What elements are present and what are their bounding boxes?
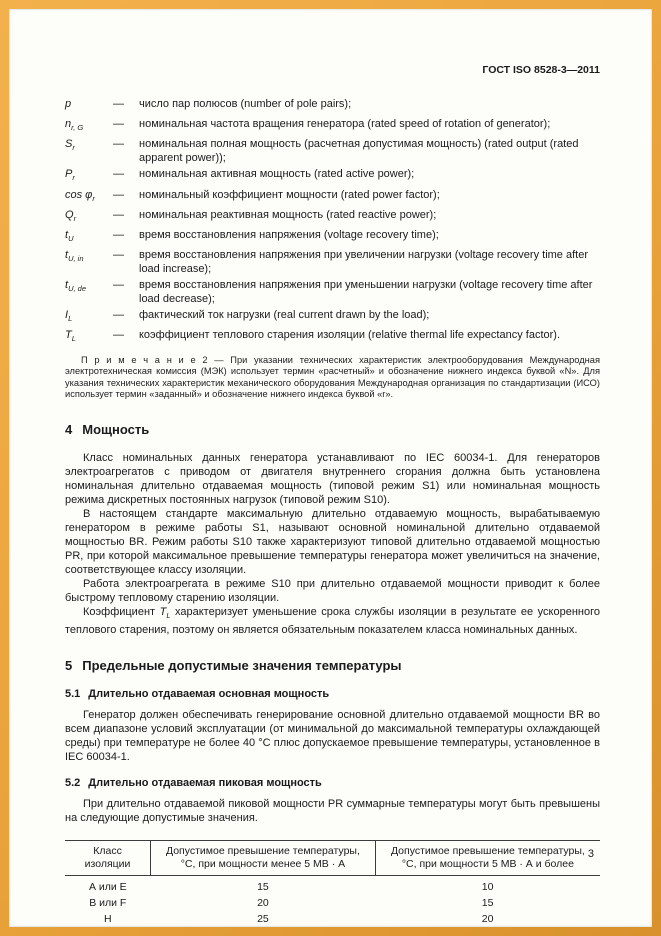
definition-text: номинальная частота вращения генератора (rated speed of rotation of generator); (139, 118, 551, 131)
symbol: p (65, 98, 72, 110)
symbol: $T_L$ (65, 329, 76, 344)
symbol: $P_r$ (65, 168, 75, 183)
document-page (9, 9, 652, 927)
symbol: $t_{U, de}$ (65, 279, 86, 294)
definition-text: номинальная полная мощность (расчетная допустимая мощность) (rated output (rated apparent power)); (139, 138, 579, 165)
definition-row (65, 208, 600, 226)
definition-text: коэффициент теплового старения изоляции (relative thermal life expectancy factor). (139, 329, 560, 342)
page-number: 3 (587, 848, 594, 860)
section-number: 5.2 (65, 777, 81, 790)
table-cell: 20 (257, 897, 269, 910)
section-title-text: Длительно отдаваемая основная мощность (88, 688, 330, 701)
section-5-1-title (65, 687, 600, 701)
paragraph: В настоящем стандарте максимальную длительно отдаваемую мощность, вырабатываемую генератором в режиме работы S1, называют основной номинальной длительно отдаваемой мощностью BR. Режим работы S10 также характеризуют типовой длительно отдаваемой мощностью PR, при которой максимальное превышение температуры генератора может увеличиться на значение, соответствующее классу изоляции. (65, 507, 600, 576)
section-title-text: Предельные допустимые значения температуры (82, 658, 402, 674)
definition-row (65, 167, 600, 185)
definition-text: номинальная активная мощность (rated active power); (139, 168, 415, 181)
section-5-title (65, 658, 600, 674)
table-cell: А или Е (88, 881, 127, 894)
definition-row (65, 97, 600, 115)
table-cell: Н (104, 913, 112, 926)
section-5-2-title (65, 776, 600, 790)
table-cell: 15 (481, 897, 494, 910)
table-cell: 15 (257, 881, 269, 894)
paragraph: Коэффициент $T_L$ характеризует уменьшение срока службы изоляции в результате ее ускоренного теплового старения, поэтому он является обязательным показателем класса номинальных данных. (65, 605, 600, 637)
table-header-cell: Допустимое превышение температуры, °С, при мощности 5 МВ · А и более (375, 841, 600, 876)
symbol: $\cos \varphi_r$ (65, 188, 95, 203)
document-code: ГОСТ ISO 8528-3—2011 (482, 64, 600, 76)
table-row (65, 876, 600, 896)
paragraph: При длительно отдаваемой пиковой мощности PR суммарные температуры могут быть превышены на следующие допустимые значения. (65, 798, 600, 825)
paragraph: Класс номинальных данных генератора устанавливают по IEC 60034-1. Для генераторов электроагрегатов с приводом от двигателя внутреннего сгорания должна быть установлена номинальная длительно отдаваемая мощность (типовой режим S1) или номинальная мощность режима дискретных постоянных нагрузок (типовой режим S10). (65, 451, 600, 506)
definition-row (65, 228, 600, 246)
definition-text: время восстановления напряжения при увеличении нагрузки (voltage recovery time after load increase); (139, 249, 588, 276)
definition-text: число пар полюсов (number of pole pairs); (139, 98, 352, 110)
definition-row (65, 308, 600, 326)
dash: — (113, 279, 124, 292)
table-header-cell: Допустимое превышение температуры, °С, при мощности менее 5 МВ · А (151, 841, 376, 876)
section-number: 4 (65, 421, 73, 437)
definition-row (65, 278, 600, 306)
symbol: $I_L$ (65, 309, 73, 324)
definition-text: номинальная реактивная мощность (rated reactive power); (139, 208, 437, 221)
definition-text: номинальный коэффициент мощности (rated power factor); (139, 188, 440, 201)
table-cell: 20 (481, 913, 494, 926)
dash: — (113, 309, 124, 322)
table-header-cell: Класс изоляции (65, 841, 151, 876)
definition-row (65, 188, 600, 206)
symbol: $t_{U, in}$ (65, 249, 84, 264)
definitions-list (65, 97, 600, 347)
table-cell: 25 (257, 913, 269, 926)
symbol: $S_r$ (65, 138, 75, 153)
dash: — (113, 168, 124, 181)
definition-row (65, 137, 600, 165)
definition-text: время восстановления напряжения (voltage recovery time); (139, 228, 439, 241)
symbol-inline: $T_L$ (159, 605, 171, 621)
section-number: 5.1 (65, 688, 81, 701)
table-row (65, 912, 600, 927)
section-title-text: Длительно отдаваемая пиковая мощность (88, 777, 322, 790)
definition-text: время восстановления напряжения при уменьшении нагрузки (voltage recovery time after load decrease); (139, 279, 593, 306)
dash: — (113, 98, 124, 110)
definition-text: фактический ток нагрузки (real current drawn by the load); (139, 309, 430, 322)
definition-row (65, 117, 600, 135)
symbol: $Q_r$ (65, 208, 77, 223)
table-row (65, 896, 600, 912)
definition-row (65, 328, 600, 346)
paragraph: Генератор должен обеспечивать генерирование основной длительно отдаваемой мощности BR во всем диапазоне условий эксплуатации (от минимальной до максимальной температуры охлаждающей среды) при температуре не более 40 °С плюс допускаемое превышение температуры, установленное в IEC 60034-1. (65, 709, 600, 764)
section-4-title (65, 422, 600, 438)
paragraph: Работа электроагрегата в режиме S10 при длительно отдаваемой мощности приводит к более быстрому тепловому старению изоляции. (65, 577, 600, 604)
dash: — (113, 228, 124, 241)
definition-row (65, 248, 600, 276)
temperature-table (65, 840, 600, 927)
section-title-text: Мощность (82, 421, 150, 437)
section-number: 5 (65, 658, 73, 674)
dash: — (113, 329, 124, 342)
dash: — (113, 188, 124, 201)
symbol: $n_{r, G}$ (65, 118, 84, 133)
dash: — (113, 208, 124, 221)
dash: — (113, 249, 124, 262)
dash: — (113, 138, 124, 151)
note-2: П р и м е ч а н и е 2 — При указании технических характеристик электрооборудования Международная электротехническая комиссия (МЭК) использует термин «расчетный» и обозначение нижнего индекса буквой «N». Для указания технических характеристик механического оборудования Международная организация по стандартизации (ИСО) использует термин «заданный» и обозначение нижнего индекса буквой «r». (65, 354, 600, 400)
dash: — (113, 118, 124, 131)
table-cell: В или F (89, 897, 127, 910)
table-header-row (65, 841, 600, 876)
symbol: $t_U$ (65, 228, 74, 244)
table-cell: 10 (481, 881, 494, 894)
